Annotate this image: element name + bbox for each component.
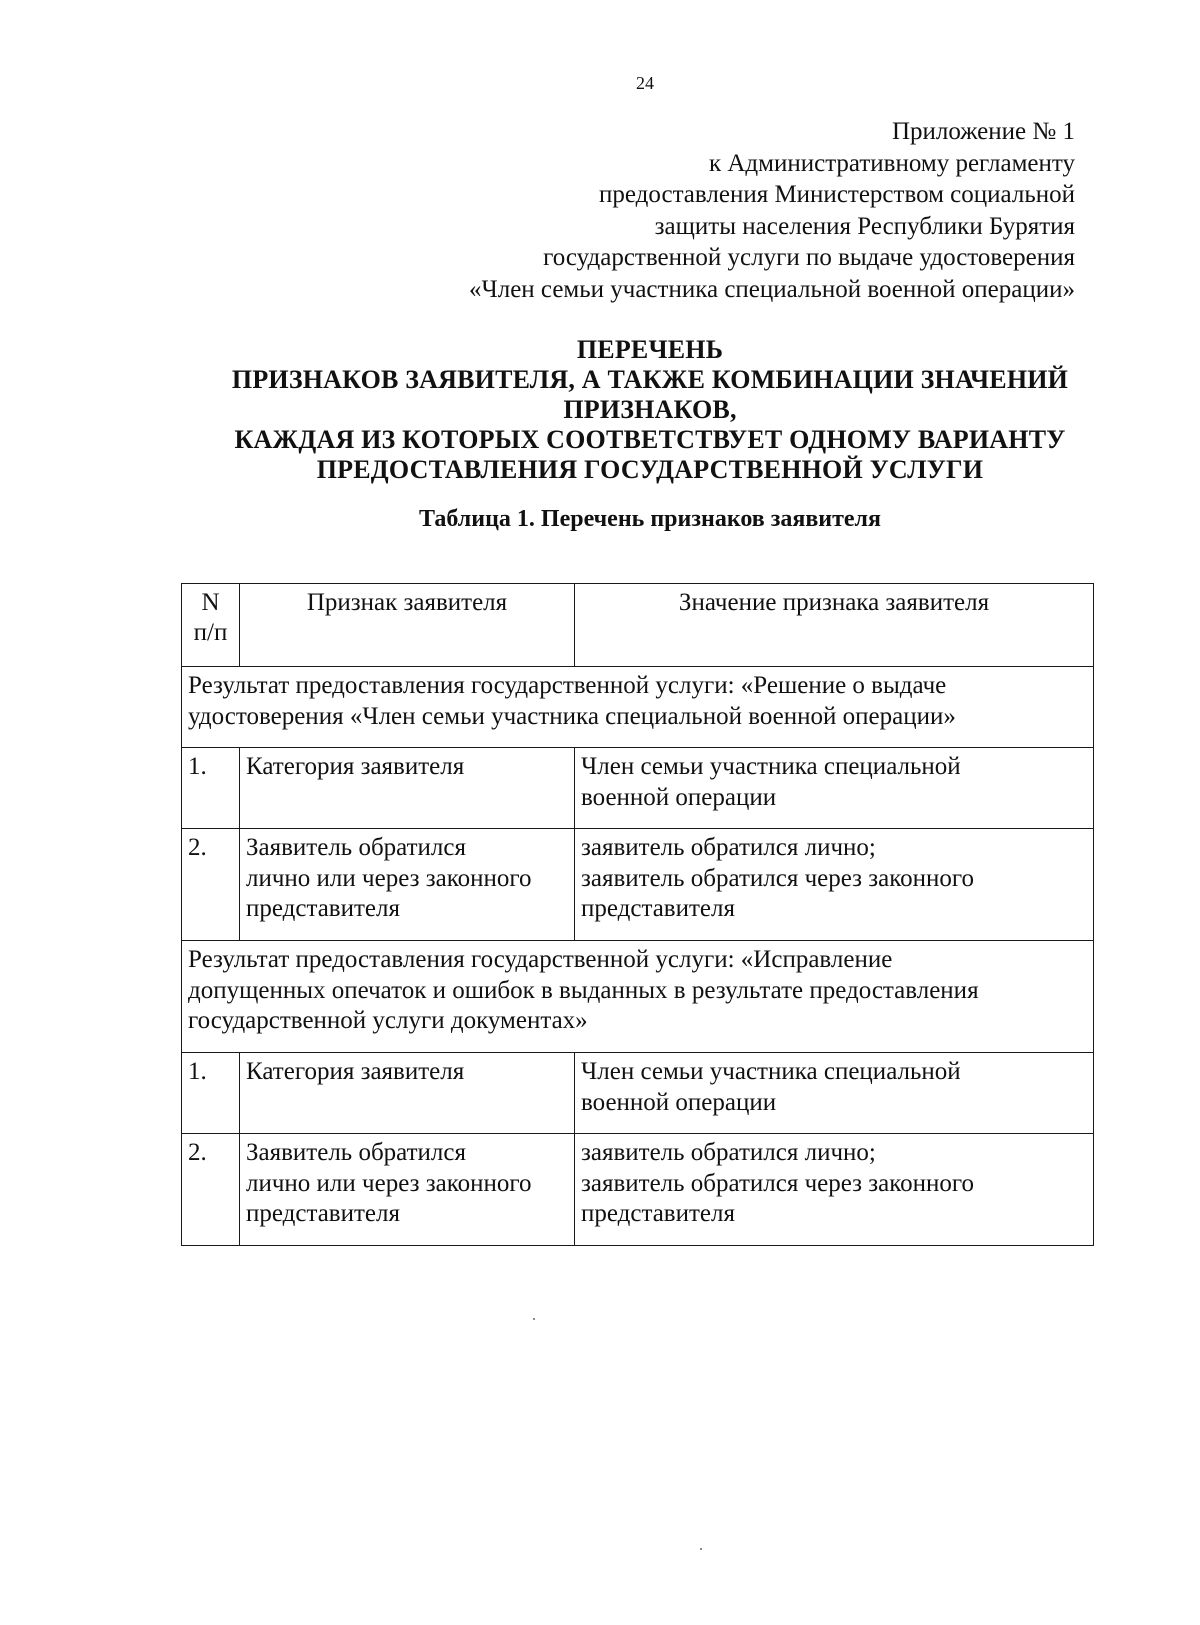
value-line: заявитель обратился лично; — [581, 834, 876, 861]
table-row — [182, 1053, 1094, 1134]
appendix-line: к Административному регламенту — [708, 149, 1075, 177]
table-header-row — [182, 584, 1094, 667]
section-row — [182, 941, 1094, 1053]
heading-line: ПРИЗНАКОВ, — [563, 395, 737, 424]
row-attribute-cell — [240, 1053, 575, 1134]
section-title-cell — [182, 667, 1094, 748]
header-value-cell: Значение признака заявителя — [575, 584, 1094, 667]
attribute-line: представителя — [246, 1200, 400, 1227]
section-title-cell — [182, 941, 1094, 1053]
applicant-attributes-table — [181, 583, 1094, 1246]
value-line: Член семьи участника специальной — [581, 753, 961, 780]
appendix-line: «Член семьи участника специальной военной операции» — [468, 275, 1075, 303]
scan-speck — [700, 1548, 702, 1550]
value-line: представителя — [581, 895, 735, 922]
section-title-line: государственной услуги документах» — [188, 1007, 588, 1034]
row-num-cell: 2. — [182, 1134, 240, 1246]
table-row — [182, 1134, 1094, 1246]
value-line: военной операции — [581, 783, 777, 811]
row-value-cell — [575, 1053, 1094, 1134]
heading-line: ПЕРЕЧЕНЬ — [576, 335, 724, 364]
attribute-line: Категория заявителя — [246, 753, 465, 780]
appendix-note — [315, 116, 1075, 305]
attribute-line: представителя — [246, 895, 400, 922]
row-num-cell: 2. — [182, 829, 240, 941]
heading-line: ПРЕДОСТАВЛЕНИЯ ГОСУДАРСТВЕННОЙ УСЛУГИ — [316, 455, 984, 484]
table-row — [182, 748, 1094, 829]
header-num-line: п/п — [193, 619, 228, 646]
header-num-line: N — [201, 589, 220, 616]
value-line: представителя — [581, 1200, 735, 1227]
section-title-line: удостоверения «Член семьи участника специальной военной операции» — [188, 702, 956, 730]
header-num-cell — [182, 584, 240, 667]
value-line: заявитель обратился через законного — [581, 864, 975, 892]
scan-speck — [533, 1318, 535, 1320]
attribute-line: лично или через законного — [246, 864, 532, 892]
attribute-line: Заявитель обратился — [246, 1139, 466, 1166]
page-number: 24 — [636, 73, 654, 93]
section-title-line: Результат предоставления государственной услуги: «Решение о выдаче — [188, 672, 947, 699]
heading-line: КАЖДАЯ ИЗ КОТОРЫХ СООТВЕТСТВУЕТ ОДНОМУ ВАРИАНТУ — [234, 425, 1066, 454]
header-attribute-cell: Признак заявителя — [240, 584, 575, 667]
row-value-cell — [575, 748, 1094, 829]
attribute-line: Категория заявителя — [246, 1058, 465, 1085]
row-num-cell: 1. — [182, 748, 240, 829]
section-title-line: допущенных опечаток и ошибок в выданных в результате предоставления — [188, 976, 979, 1004]
row-value-cell — [575, 829, 1094, 941]
section-row — [182, 667, 1094, 748]
value-line: военной операции — [581, 1088, 777, 1116]
row-attribute-cell — [240, 748, 575, 829]
value-line: заявитель обратился лично; — [581, 1139, 876, 1166]
appendix-line: предоставления Министерством социальной — [598, 181, 1075, 208]
attribute-line: Заявитель обратился — [246, 834, 466, 861]
appendix-line: государственной услуги по выдаче удостоверения — [543, 244, 1075, 271]
row-attribute-cell — [240, 829, 575, 941]
row-num-cell: 1. — [182, 1053, 240, 1134]
table-row — [182, 829, 1094, 941]
row-attribute-cell — [240, 1134, 575, 1246]
appendix-line: защиты населения Республики Бурятия — [654, 212, 1075, 240]
heading-line: ПРИЗНАКОВ ЗАЯВИТЕЛЯ, А ТАКЖЕ КОМБИНАЦИИ ЗНАЧЕНИЙ — [231, 365, 1069, 394]
document-heading — [110, 335, 1190, 485]
value-line: Член семьи участника специальной — [581, 1058, 961, 1085]
value-line: заявитель обратился через законного — [581, 1169, 975, 1197]
attribute-line: лично или через законного — [246, 1169, 532, 1197]
appendix-line: Приложение № 1 — [891, 118, 1075, 145]
table-caption: Таблица 1. Перечень признаков заявителя — [418, 506, 882, 532]
section-title-line: Результат предоставления государственной услуги: «Исправление — [188, 946, 893, 973]
row-value-cell — [575, 1134, 1094, 1246]
